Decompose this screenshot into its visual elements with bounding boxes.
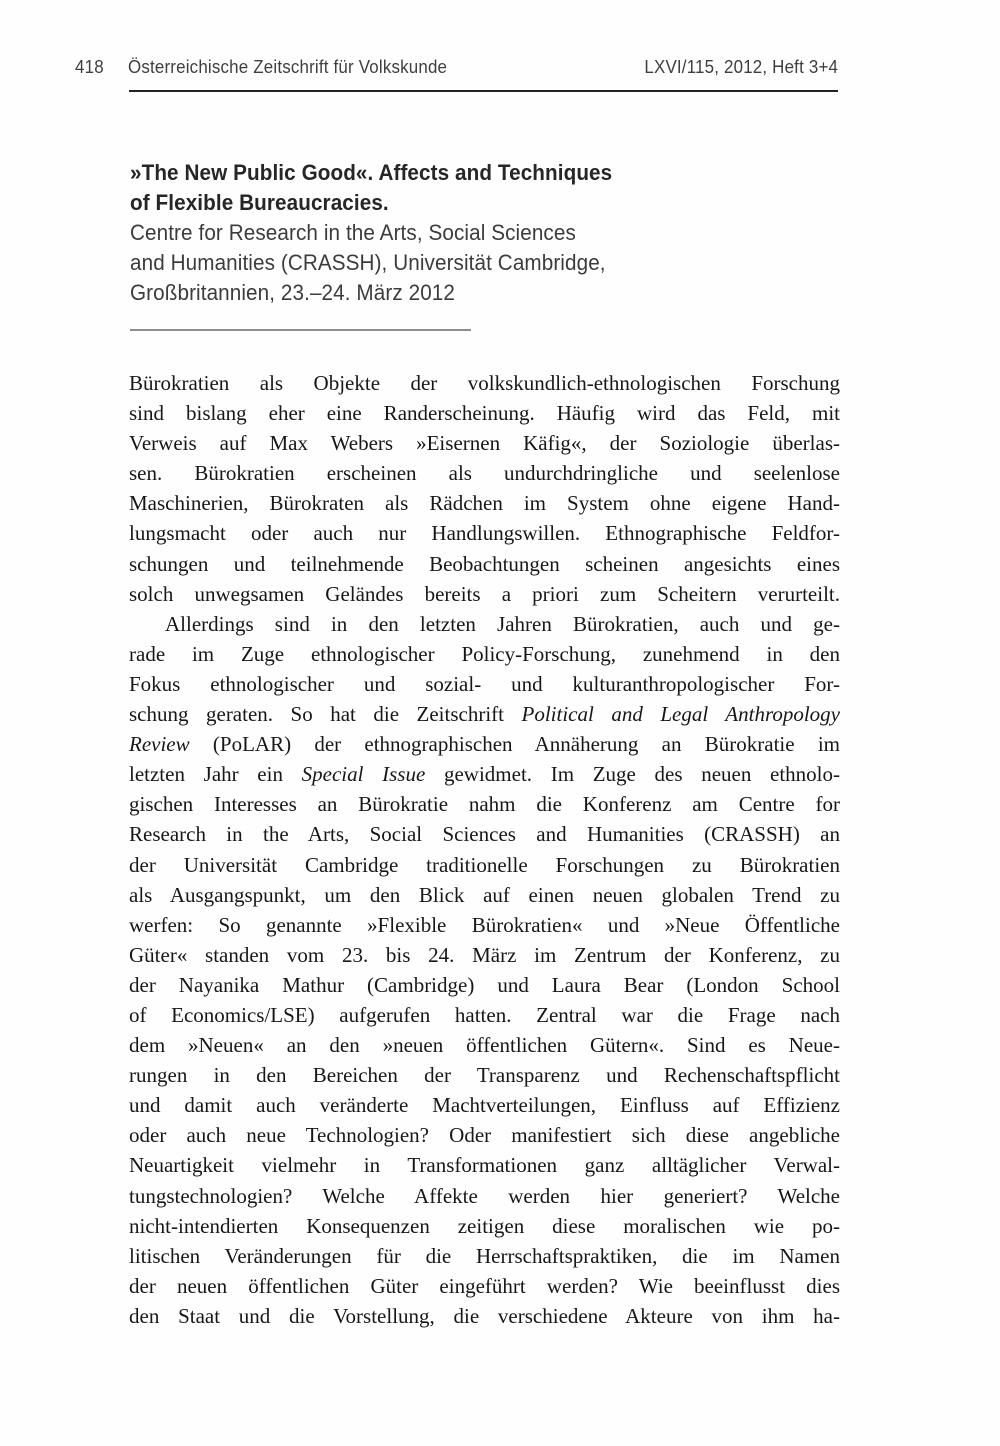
body-text-line: und damit auch veränderte Machtverteilungen, Einfluss auf Effizienz [129, 1093, 840, 1118]
title-rule [130, 329, 471, 331]
body-text-line: rungen in den Bereichen der Transparenz und Rechenschaftspflicht [129, 1063, 840, 1088]
body-text-line: Maschinerien, Bürokraten als Rädchen im System ohne eigene Hand- [129, 491, 840, 516]
body-text-line: gischen Interesses an Bürokratie nahm die Konferenz am Centre for [129, 792, 840, 817]
title-block [130, 158, 612, 308]
body-text-line: oder auch neue Technologien? Oder manifestiert sich diese angebliche [129, 1123, 840, 1148]
body-text-line: Review (PoLAR) der ethnographischen Annäherung an Bürokratie im [129, 732, 840, 757]
body-text-line: schungen und teilnehmende Beobachtungen scheinen angesichts eines [129, 551, 840, 576]
conference-venue-line: Centre for Research in the Arts, Social Sciences [130, 220, 576, 245]
body-text-line: schung geraten. So hat die Zeitschrift Political and Legal Anthropology [129, 702, 840, 727]
body-text-line: Fokus ethnologischer und sozial- und kulturanthropologischer For- [129, 671, 840, 696]
body-text-line: werfen: So genannte »Flexible Bürokratien« und »Neue Öffentliche [129, 912, 840, 937]
conference-date-line: Großbritannien, 23.–24. März 2012 [130, 280, 455, 305]
conference-title-line: of Flexible Bureaucracies. [130, 190, 389, 215]
body-text-line: Verweis auf Max Webers »Eisernen Käfig«, der Soziologie überlas- [129, 431, 840, 456]
body-text-line: den Staat und die Vorstellung, die verschiedene Akteure von ihm ha- [129, 1303, 840, 1328]
body-text-line: rade im Zuge ethnologischer Policy-Forschung, zunehmend in den [129, 641, 840, 666]
body-text-line: Neuartigkeit vielmehr in Transformationen ganz alltäglicher Verwal- [129, 1153, 840, 1178]
conference-venue-line: and Humanities (CRASSH), Universität Cambridge, [130, 250, 606, 275]
body-text-line: Bürokratien als Objekte der volkskundlich-ethnologischen Forschung [129, 371, 840, 395]
body-text-line: Research in the Arts, Social Sciences and Humanities (CRASSH) an [129, 822, 840, 847]
body-text-line: sen. Bürokratien erscheinen als undurchdringliche und seelenlose [129, 461, 840, 486]
body-text-line: als Ausgangspunkt, um den Blick auf einen neuen globalen Trend zu [129, 882, 840, 907]
header-rule [129, 90, 838, 92]
conference-title-line: »The New Public Good«. Affects and Techniques [130, 160, 613, 185]
body-text-line: der Universität Cambridge traditionelle Forschungen zu Bürokratien [129, 852, 840, 877]
body-text-line: Allerdings sind in den letzten Jahren Bürokratien, auch und ge- [165, 611, 840, 636]
body-text-line: der Nayanika Mathur (Cambridge) und Laura Bear (London School [129, 972, 840, 997]
body-text-line: litischen Veränderungen für die Herrschaftspraktiken, die im Namen [129, 1243, 840, 1268]
body-text-line: lungsmacht oder auch nur Handlungswillen. Ethnographische Feldfor- [129, 521, 840, 546]
page-number: 418 [75, 57, 104, 77]
body-text-line: nicht-intendierten Konsequenzen zeitigen diese moralischen wie po- [129, 1213, 840, 1238]
body-text-line: solch unwegsamen Geländes bereits a priori zum Scheitern verurteilt. [129, 581, 840, 606]
body-text-line: of Economics/LSE) aufgerufen hatten. Zentral war die Frage nach [129, 1002, 840, 1027]
issue-info: LXVI/115, 2012, Heft 3+4 [644, 57, 838, 77]
body-text-line: der neuen öffentlichen Güter eingeführt werden? Wie beeinflusst dies [129, 1273, 840, 1298]
body-text-line: letzten Jahr ein Special Issue gewidmet. Im Zuge des neuen ethnolo- [129, 762, 841, 787]
body-text-line: tungstechnologien? Welche Affekte werden hier generiert? Welche [129, 1183, 840, 1208]
body-text [129, 368, 840, 1331]
body-text-line: sind bislang eher eine Randerscheinung. Häufig wird das Feld, mit [129, 401, 840, 426]
journal-title: Österreichische Zeitschrift für Volkskunde [128, 57, 448, 77]
body-text-line: Güter« standen vom 23. bis 24. März im Zentrum der Konferenz, zu [129, 942, 840, 967]
body-text-line: dem »Neuen« an den »neuen öffentlichen Gütern«. Sind es Neue- [129, 1033, 840, 1058]
